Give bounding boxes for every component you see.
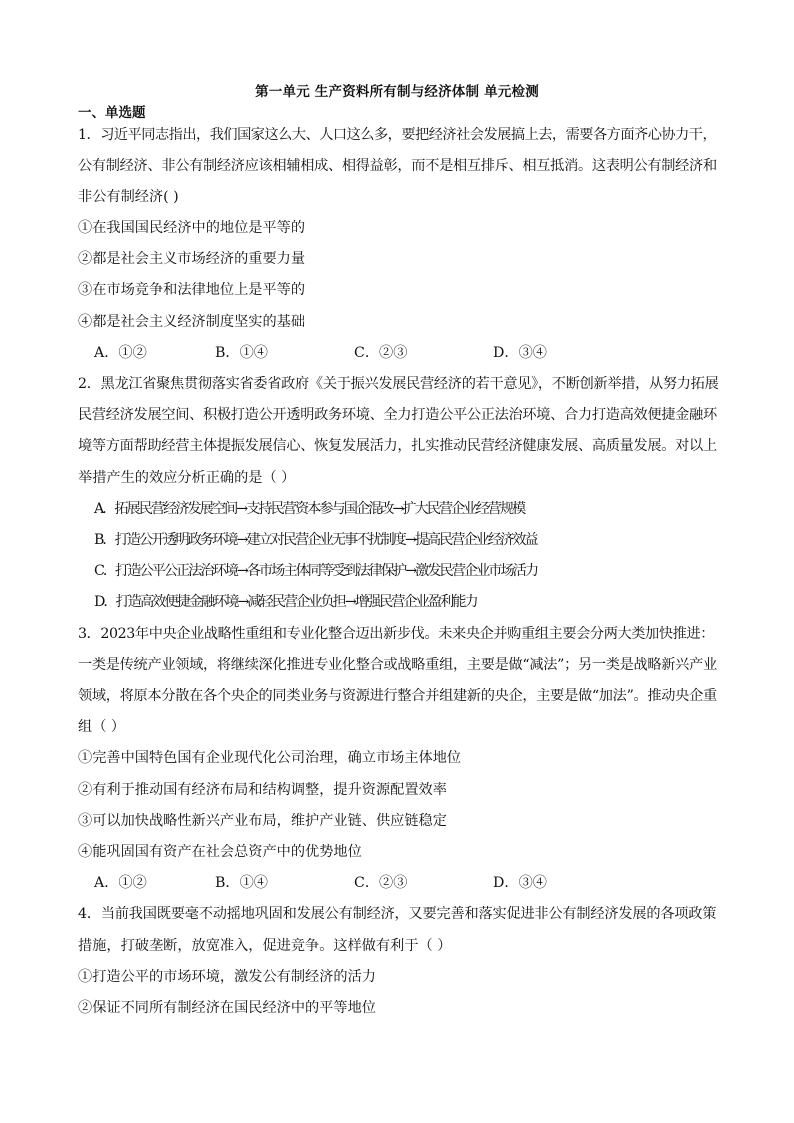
question-stem-line: 公有制经济、非公有制经济应该相辅相成、相得益彰，而不是相互排斥、相互抵消。这表明公有制经济和 bbox=[78, 158, 717, 174]
question-stem-line: 非公有制经济( ) bbox=[78, 189, 179, 205]
question-stem-line: 民营经济发展空间、积极打造公开透明政务环境、全力打造公平公正法治环境、合力打造高效便捷金融环 bbox=[78, 407, 717, 423]
question-stem-line: 境等方面帮助经营主体提振发展信心、恢复发展活力，扎实推动民营经济健康发展、高质量发展。对以上 bbox=[78, 438, 717, 454]
question-stem-line: 一类是传统产业领域，将继续深化推进专业化整合或战略重组，主要是做“减法”；另一类是战略新兴产业 bbox=[78, 657, 717, 673]
question-stem-line: 组（ ） bbox=[78, 719, 126, 735]
question-stem-line: 领域，将原本分散在各个央企的同类业务与资源进行整合并组建新的央企，主要是做“加法”。推动央企重 bbox=[78, 688, 717, 704]
choice-d[interactable]: D．③④ bbox=[493, 345, 547, 361]
choice-b[interactable]: B．①④ bbox=[215, 345, 268, 361]
statement-item: ①打造公平的市场环境，激发公有制经济的活力 bbox=[78, 969, 376, 985]
option-c[interactable]: C．打造公平公正法治环境→各市场主体同等受到法律保护→激发民营企业市场活力 bbox=[94, 563, 538, 579]
statement-item: ①在我国国民经济中的地位是平等的 bbox=[78, 220, 306, 236]
page-title: 第一单元 生产资料所有制与经济体制 单元检测 bbox=[255, 84, 539, 100]
option-b[interactable]: B．打造公开透明政务环境→建立对民营企业无事不扰制度→提高民营企业经济效益 bbox=[94, 532, 537, 548]
question-stem-line: 2．黑龙江省聚焦贯彻落实省委省政府《关于振兴发展民营经济的若干意见》，不断创新举措，从努力拓展 bbox=[78, 376, 719, 392]
option-d[interactable]: D．打造高效便捷金融环境→减轻民营企业负担→增强民营企业盈利能力 bbox=[94, 594, 477, 610]
choice-c[interactable]: C．②③ bbox=[354, 345, 408, 361]
option-a[interactable]: A．拓展民营经济发展空间→支持民营资本参与国企混改→扩大民营企业经营规模 bbox=[94, 501, 525, 517]
choice-d[interactable]: D．③④ bbox=[493, 875, 547, 891]
statement-item: ③可以加快战略性新兴产业布局，维护产业链、供应链稳定 bbox=[78, 813, 447, 829]
question-stem-line: 4．当前我国既要毫不动摇地巩固和发展公有制经济，又要完善和落实促进非公有制经济发展的各项政策 bbox=[78, 906, 717, 922]
statement-item: ④能巩固国有资产在社会总资产中的优势地位 bbox=[78, 844, 362, 860]
statement-item: ②保证不同所有制经济在国民经济中的平等地位 bbox=[78, 1000, 376, 1016]
choice-b[interactable]: B．①④ bbox=[215, 875, 268, 891]
question-stem-line: 措施，打破垄断，放宽准入，促进竞争。这样做有利于（ ） bbox=[78, 938, 452, 954]
statement-item: ①完善中国特色国有企业现代化公司治理，确立市场主体地位 bbox=[78, 750, 462, 766]
question-stem-line: 3．2023年中央企业战略性重组和专业化整合迈出新步伐。未来央企并购重组主要会分两大类加快推进： bbox=[78, 626, 714, 642]
choice-a[interactable]: A．①② bbox=[94, 345, 147, 361]
section-heading: 一、单选题 bbox=[78, 105, 146, 121]
statement-item: ②有利于推动国有经济布局和结构调整，提升资源配置效率 bbox=[78, 782, 447, 798]
question-stem-line: 举措产生的效应分析正确的是（ ） bbox=[78, 470, 296, 486]
choice-c[interactable]: C．②③ bbox=[354, 875, 408, 891]
question-stem-line: 1．习近平同志指出，我们国家这么大、人口这么多，要把经济社会发展搞上去，需要各方面齐心协力干， bbox=[78, 127, 717, 143]
statement-item: ③在市场竞争和法律地位上是平等的 bbox=[78, 282, 306, 298]
statement-item: ④都是社会主义经济制度坚实的基础 bbox=[78, 314, 306, 330]
statement-item: ②都是社会主义市场经济的重要力量 bbox=[78, 251, 306, 267]
choice-a[interactable]: A．①② bbox=[94, 875, 147, 891]
